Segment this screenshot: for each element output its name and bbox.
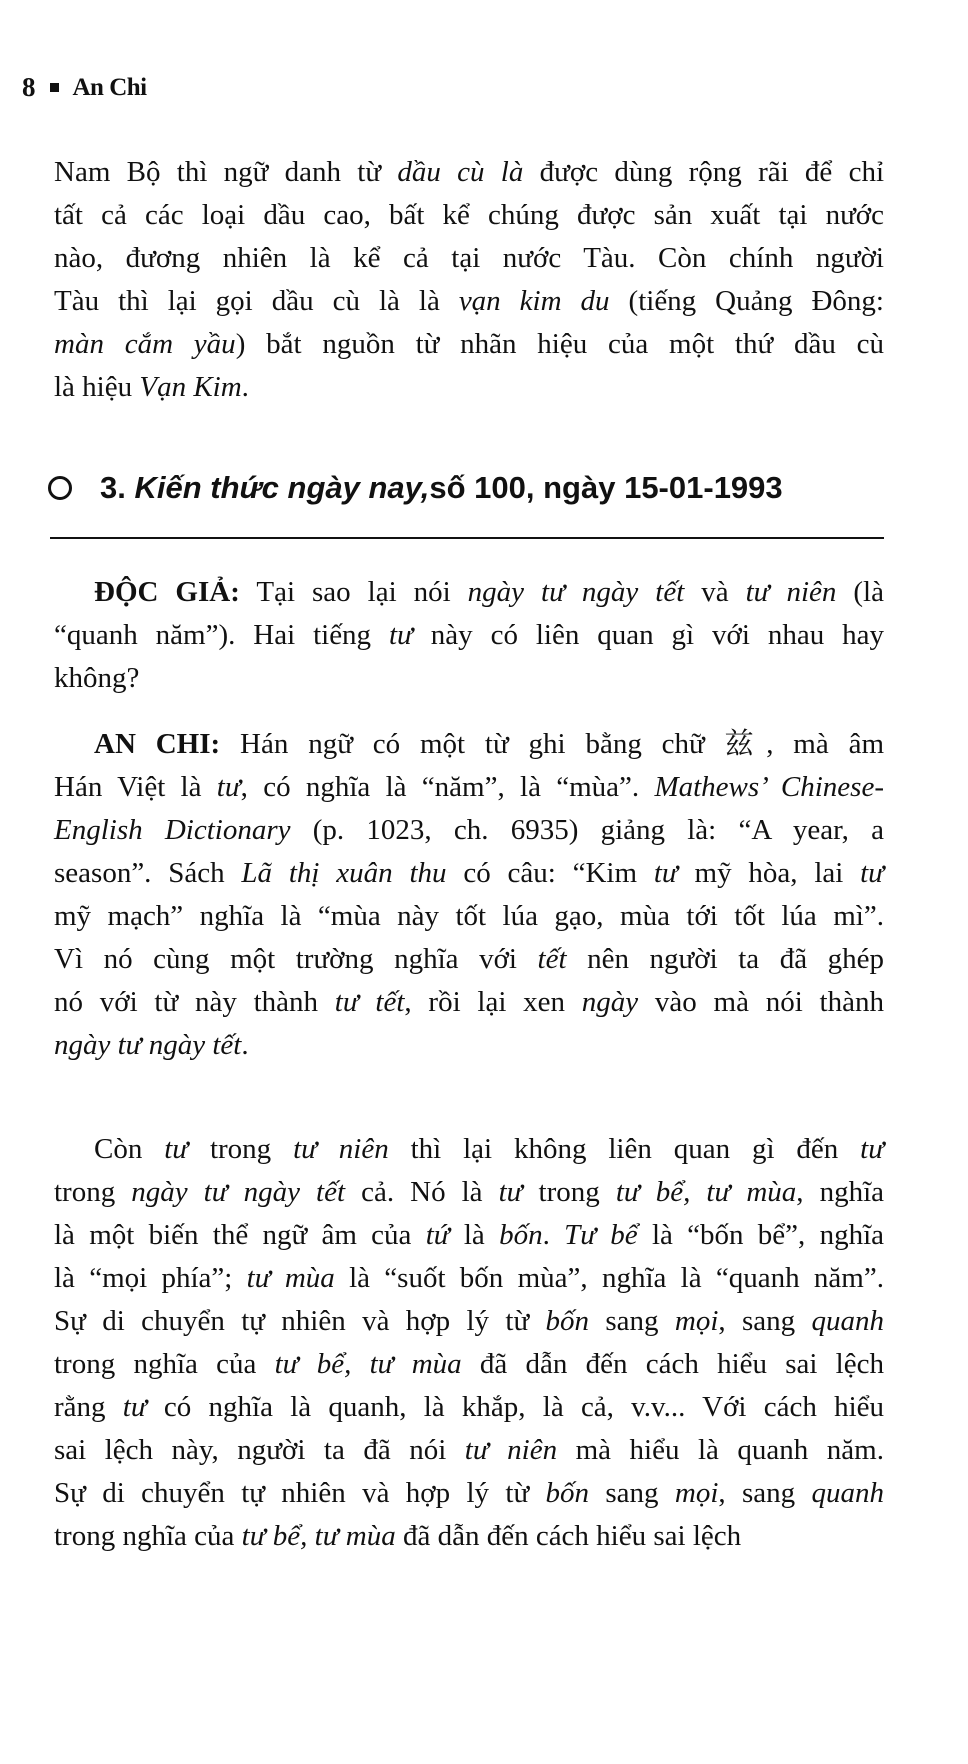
italic-term: tư xyxy=(122,1391,147,1423)
section-title: Kiến thức ngày nay, xyxy=(134,470,430,505)
text-line xyxy=(54,766,884,809)
text-run: Sự di chuyển tự nhiên và hợp lý từ xyxy=(54,1305,546,1337)
text-run: thì lại không liên quan gì đến xyxy=(388,1133,861,1165)
text-run: nào, đương nhiên là kể cả tại nước Tàu. Còn chính người xyxy=(54,242,884,274)
text-run: rằng xyxy=(54,1391,123,1423)
italic-term: English Dictionary xyxy=(54,814,291,846)
text-run: (p. 1023, ch. 6935) giảng là: “A year, a xyxy=(290,814,884,846)
text-run: có câu: “Kim xyxy=(446,857,654,889)
text-run: , nghĩa xyxy=(796,1176,885,1208)
text-line xyxy=(54,1515,884,1558)
header-bullet xyxy=(50,83,59,92)
text-run: sang xyxy=(589,1477,675,1509)
italic-term: tư niên xyxy=(464,1434,558,1466)
text-run: . xyxy=(241,371,249,403)
italic-term: quanh xyxy=(811,1477,884,1509)
text-line xyxy=(54,1171,884,1214)
text-run: sang xyxy=(589,1305,675,1337)
text-line xyxy=(54,614,884,657)
italic-term: tết xyxy=(537,943,567,975)
text-run: nên người ta đã ghép xyxy=(566,943,885,975)
text-line xyxy=(54,237,884,280)
text-line xyxy=(54,1429,884,1472)
italic-term: màn cắm yầu xyxy=(54,328,236,360)
italic-term: Tư bể xyxy=(564,1219,638,1251)
text-run: trong xyxy=(54,1176,132,1208)
italic-term: tư niên xyxy=(293,1133,389,1165)
text-run: được dùng rộng rãi để chỉ xyxy=(523,156,885,188)
text-run: “quanh năm”). Hai tiếng xyxy=(54,619,389,651)
running-header xyxy=(22,72,147,103)
italic-term: tứ xyxy=(425,1219,450,1251)
text-run: Vì nó cùng một trường nghĩa với xyxy=(54,943,538,975)
text-line xyxy=(54,852,884,895)
text-run: tất cả các loại dầu cao, bất kể chúng được sản xuất tại nước xyxy=(54,199,884,231)
answer-paragraph xyxy=(54,1128,884,1558)
text-run: là hiệu xyxy=(54,371,140,403)
text-run: Tại sao lại nói xyxy=(239,576,468,608)
text-run: (là xyxy=(836,576,884,608)
header-author: An Chi xyxy=(72,73,147,101)
italic-term: quanh xyxy=(811,1305,884,1337)
text-run: trong nghĩa của xyxy=(54,1348,275,1380)
text-line xyxy=(54,366,884,409)
italic-term: tư mùa xyxy=(246,1262,335,1294)
text-run: . xyxy=(542,1219,565,1251)
text-run: Tàu thì lại gọi dầu cù là là xyxy=(54,285,459,317)
text-line xyxy=(54,571,884,614)
text-run: sai lệch này, người ta đã nói xyxy=(54,1434,465,1466)
italic-term: tư xyxy=(653,857,678,889)
text-line xyxy=(54,280,884,323)
italic-term: dầu cù là xyxy=(397,156,524,188)
text-run: mỹ hòa, lai xyxy=(677,857,861,889)
text-run: có nghĩa là quanh, là khắp, là cả, v.v... Với cách hiểu xyxy=(146,1391,884,1423)
text-line xyxy=(54,981,884,1024)
text-line xyxy=(54,1257,884,1300)
text-run: , rồi lại xen xyxy=(404,986,582,1018)
text-line xyxy=(54,1300,884,1343)
italic-term: ngày tư ngày tết xyxy=(131,1176,346,1208)
text-run: nó với từ này thành xyxy=(54,986,335,1018)
text-run: season”. Sách xyxy=(54,857,242,889)
text-run: trong nghĩa của xyxy=(54,1520,242,1552)
text-run: Nam Bộ thì ngữ danh từ xyxy=(54,156,398,188)
section-number: 3. xyxy=(100,470,126,505)
text-line xyxy=(54,1214,884,1257)
italic-term: tư xyxy=(388,619,413,651)
italic-term: Vạn Kim xyxy=(139,371,242,403)
text-run: , có nghĩa là “năm”, là “mùa”. xyxy=(240,771,655,803)
text-run: đã dẫn đến cách hiểu sai lệch xyxy=(461,1348,884,1380)
text-run: là một biến thể ngữ âm của xyxy=(54,1219,426,1251)
section-issue: số 100, ngày 15-01-1993 xyxy=(429,470,783,505)
text-run: không? xyxy=(54,662,140,694)
text-run: vào mà nói thành xyxy=(638,986,884,1018)
italic-term: ngày tư ngày tết xyxy=(54,1029,242,1061)
text-run: này có liên quan gì với nhau hay xyxy=(412,619,884,651)
italic-term: mọi xyxy=(674,1305,719,1337)
text-run: cả. Nó là xyxy=(345,1176,499,1208)
text-run: ) bắt nguồn từ nhãn hiệu của một thứ dầu cù xyxy=(235,328,884,360)
text-run: mỹ mạch” nghĩa là “mùa này tốt lúa gạo, mùa tới tốt lúa mì”. xyxy=(54,900,884,932)
circle-bullet-icon xyxy=(48,476,72,500)
text-line xyxy=(54,1472,884,1515)
italic-term: tư bể, tư mùa xyxy=(615,1176,797,1208)
text-run: Sự di chuyển tự nhiên và hợp lý từ xyxy=(54,1477,546,1509)
section-divider xyxy=(50,537,884,539)
italic-term: tư niên xyxy=(745,576,837,608)
text-line xyxy=(54,1024,884,1067)
text-line xyxy=(54,194,884,237)
text-run: mà hiểu là quanh năm. xyxy=(557,1434,884,1466)
text-run: là “mọi phía”; xyxy=(54,1262,247,1294)
text-line xyxy=(54,151,884,194)
text-run: là xyxy=(449,1219,500,1251)
italic-term: tư xyxy=(860,857,884,889)
text-run: và xyxy=(684,576,746,608)
italic-term: bốn xyxy=(545,1305,590,1337)
italic-term: bốn xyxy=(545,1477,590,1509)
italic-term: Mathews’ Chinese- xyxy=(654,771,884,803)
italic-term: tư xyxy=(498,1176,523,1208)
italic-term: mọi xyxy=(674,1477,719,1509)
text-line xyxy=(54,1386,884,1429)
italic-term: ngày tư ngày tết xyxy=(467,576,685,608)
text-run: , sang xyxy=(718,1477,812,1509)
speaker-label: ĐỘC GIẢ: xyxy=(94,576,240,608)
italic-term: bốn xyxy=(499,1219,543,1251)
italic-term: ngày xyxy=(581,986,639,1018)
text-line xyxy=(54,938,884,981)
text-line xyxy=(54,809,884,852)
text-line xyxy=(54,1128,884,1171)
section-heading xyxy=(48,470,884,506)
text-line xyxy=(54,895,884,938)
text-run: trong xyxy=(188,1133,294,1165)
text-line xyxy=(54,657,884,700)
text-run: (tiếng Quảng Đông: xyxy=(609,285,884,317)
text-run: là “bốn bể”, nghĩa xyxy=(637,1219,884,1251)
text-run: , sang xyxy=(718,1305,812,1337)
italic-term: tư bể, tư mùa xyxy=(274,1348,462,1380)
author-answer xyxy=(54,723,884,1067)
paragraph-continued xyxy=(54,151,884,409)
italic-term: tư xyxy=(216,771,241,803)
italic-term: Lã thị xuân thu xyxy=(241,857,447,889)
speaker-label: AN CHI: xyxy=(94,728,221,760)
text-run: trong xyxy=(522,1176,616,1208)
italic-term: tư xyxy=(164,1133,189,1165)
text-run: . xyxy=(241,1029,249,1061)
page-number: 8 xyxy=(22,72,36,102)
text-run: Còn xyxy=(94,1133,165,1165)
text-line xyxy=(54,323,884,366)
italic-term: tư bể, tư mùa xyxy=(241,1520,396,1552)
text-run: Hán ngữ có một từ ghi bằng chữ 兹, mà âm xyxy=(220,728,884,760)
italic-term: tư tết xyxy=(334,986,405,1018)
text-run: là “suốt bốn mùa”, nghĩa là “quanh năm”. xyxy=(334,1262,884,1294)
reader-question xyxy=(54,571,884,700)
italic-term: tư xyxy=(860,1133,885,1165)
italic-term: vạn kim du xyxy=(458,285,610,317)
text-run: Hán Việt là xyxy=(54,771,217,803)
text-line xyxy=(54,1343,884,1386)
text-run: đã dẫn đến cách hiểu sai lệch xyxy=(395,1520,742,1552)
text-line xyxy=(54,723,884,766)
